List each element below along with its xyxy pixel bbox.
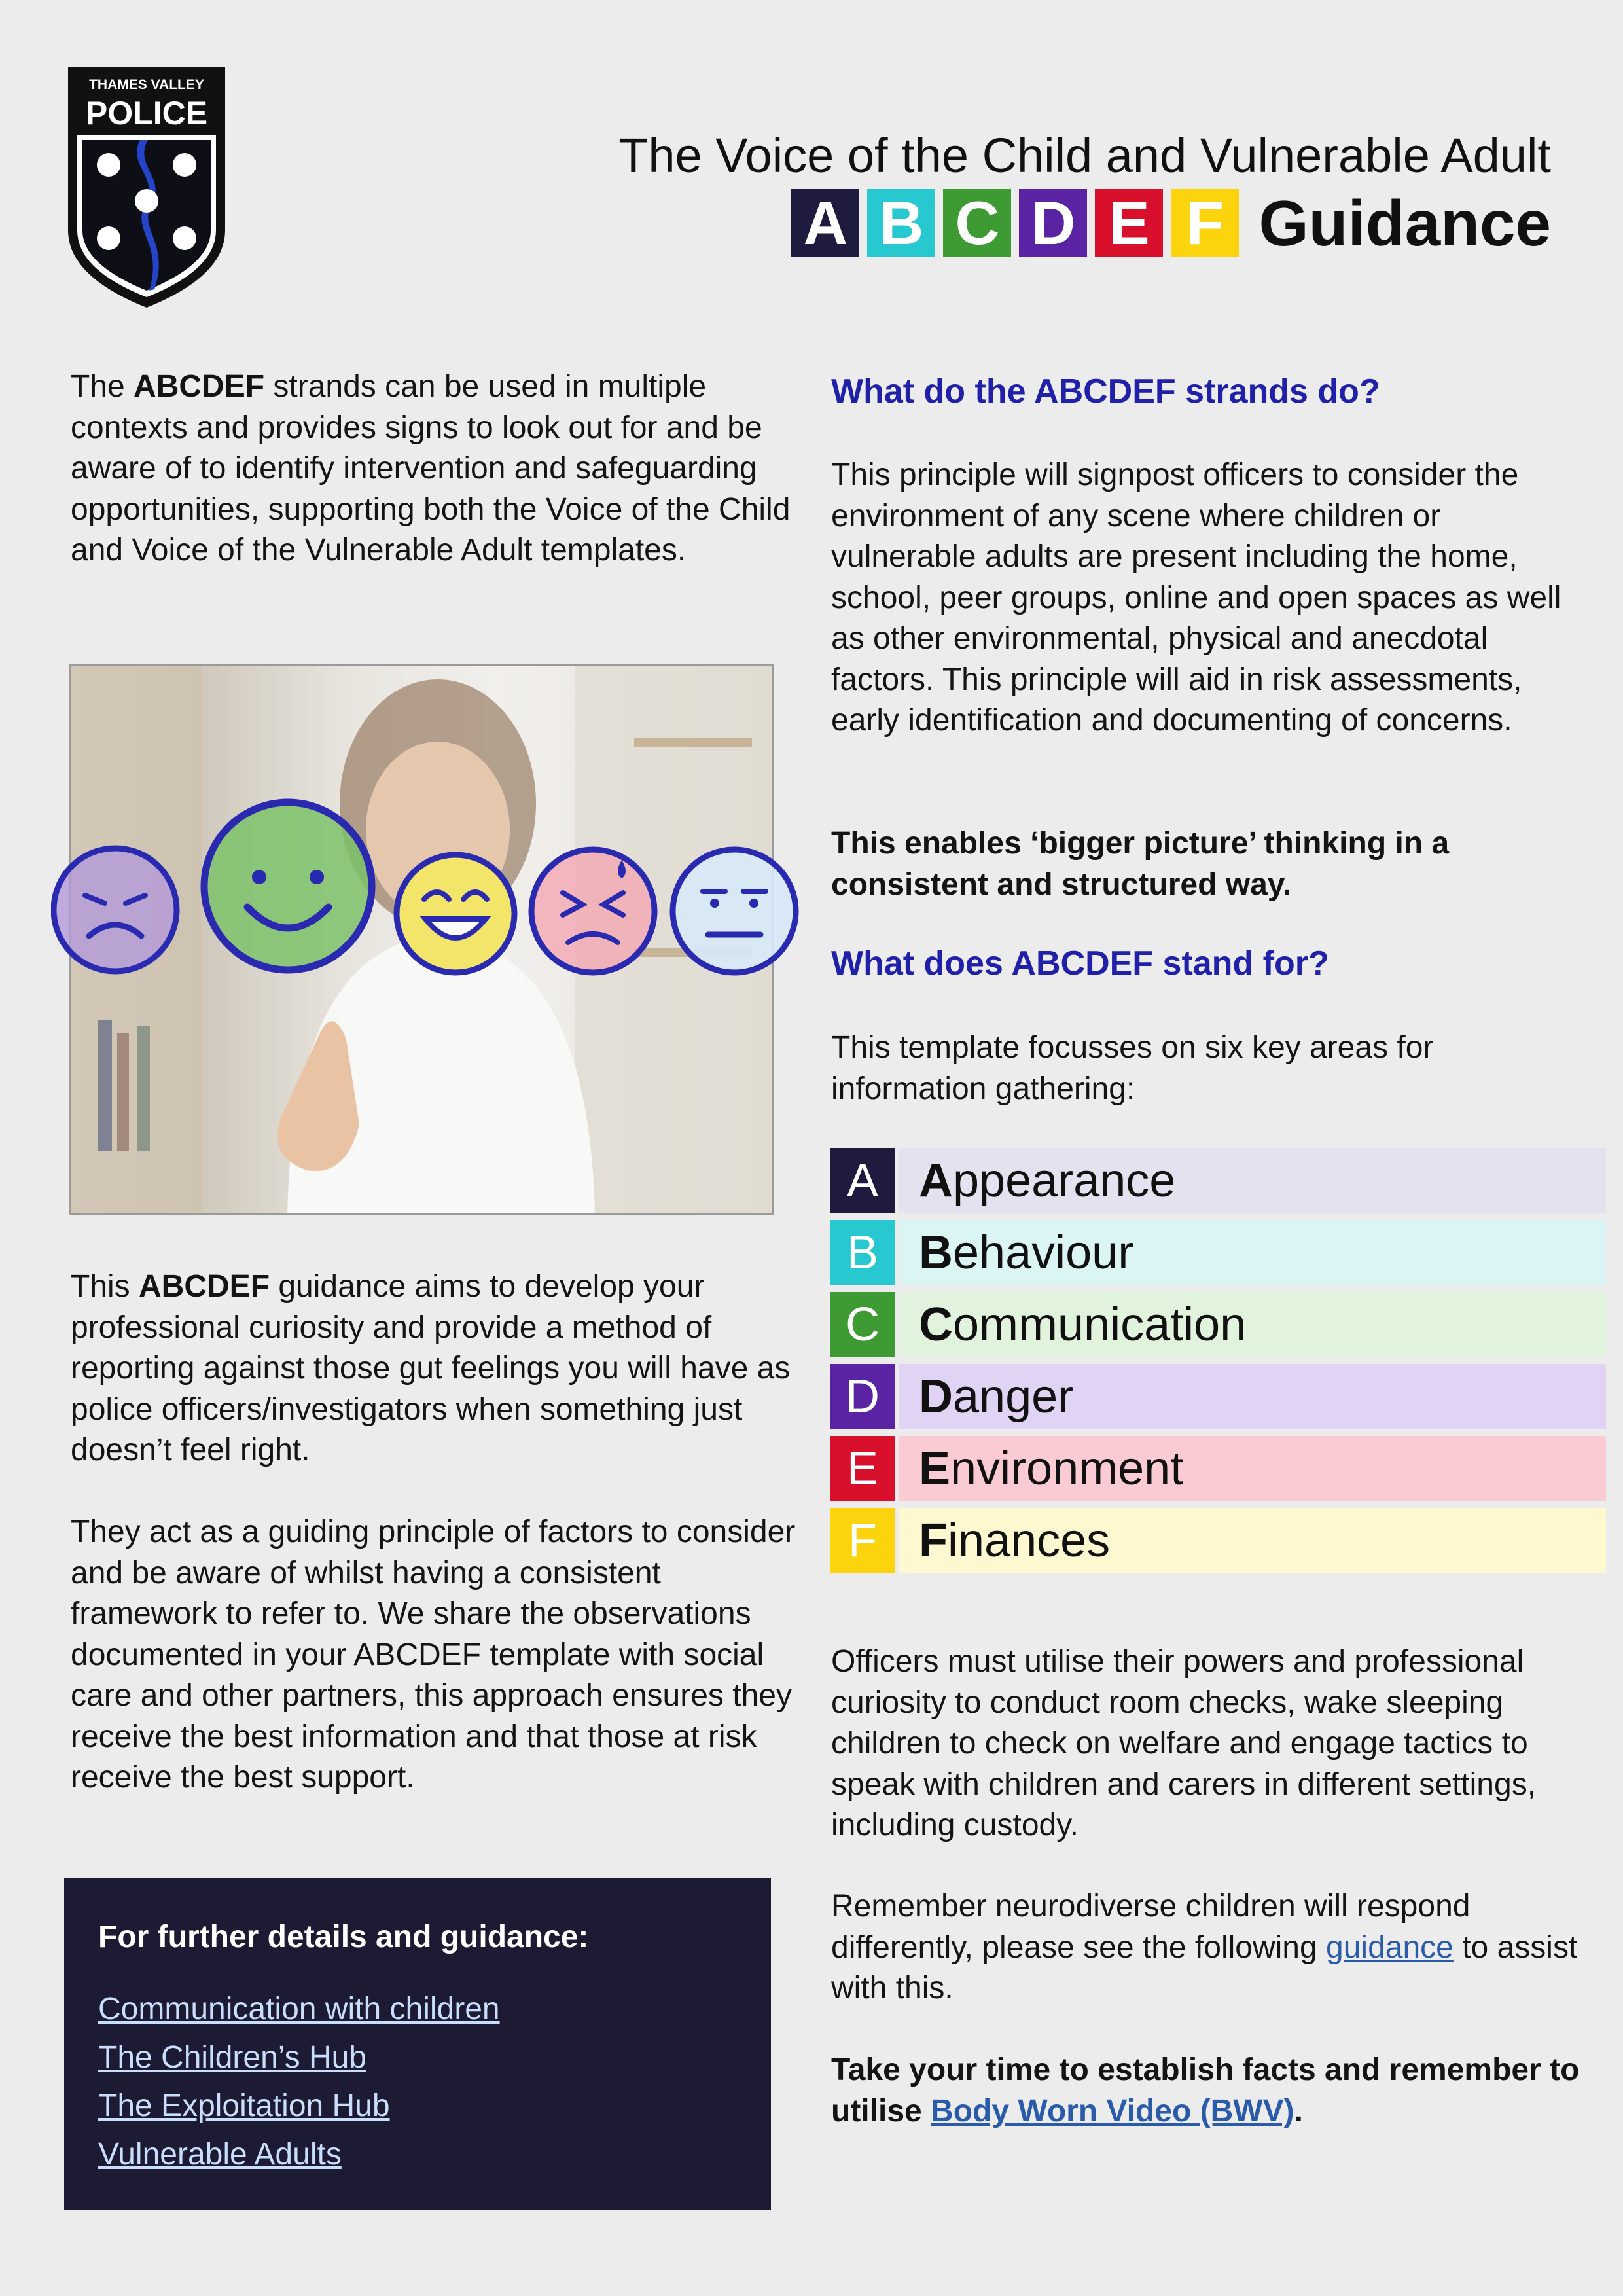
- emotion-faces: [51, 797, 804, 994]
- abcdef-areas-list: [830, 1148, 1606, 1580]
- title-letter-c: C: [943, 189, 1011, 257]
- link-childrens-hub[interactable]: The Children’s Hub: [98, 2040, 366, 2075]
- neutral-face-icon: [673, 850, 796, 973]
- area-word-appearance: A ppearance: [899, 1148, 1606, 1213]
- further-details-links: [98, 1985, 500, 2179]
- guiding-principle-paragraph: They act as a guiding principle of factors to consider and be aware of whilst having a consistent framework to refer to. We share the observations documented in your ABCDEF template with social care and other partners, this approach ensures they receive the best information and that those at risk receive the best support.: [71, 1515, 796, 1795]
- neurodiverse-paragraph: Remember neurodiverse children will respond differently, please see the following guidance to assist with this.: [831, 1889, 1578, 2005]
- area-row-behaviour: [830, 1220, 1606, 1285]
- title-letter-e: E: [1095, 189, 1163, 257]
- area-letter-a: A: [830, 1148, 895, 1213]
- further-details-box: [64, 1878, 771, 2210]
- area-letter-e: E: [830, 1436, 895, 1501]
- smiling-face-icon: [204, 802, 372, 970]
- area-letter-d: D: [830, 1364, 895, 1429]
- guidance-aim-paragraph: This ABCDEF guidance aims to develop your professional curiosity and provide a method of reporting against those gut feelings you will have as police officers/investigators when something just doesn’t feel right.: [71, 1269, 791, 1467]
- title-letter-b: B: [867, 189, 935, 257]
- area-letter-c: C: [830, 1292, 895, 1357]
- title-letter-f: F: [1171, 189, 1239, 257]
- take-time-statement: Take your time to establish facts and remember to utilise Body Worn Video (BWV).: [831, 2053, 1580, 2128]
- strands-paragraph: This principle will signpost officers to consider the environment of any scene where children or vulnerable adults are present including the home, school, peer groups, online and open spaces as well as other environmental, physical and anecdotal factors. This principle will aid in risk assessments, early identification and documenting of concerns.: [831, 457, 1561, 738]
- document-title: The Voice of the Child and Vulnerable Adult: [618, 128, 1551, 183]
- link-vulnerable-adults[interactable]: Vulnerable Adults: [98, 2137, 342, 2172]
- area-row-finances: [830, 1508, 1606, 1573]
- area-word-environment: E nvironment: [899, 1436, 1606, 1501]
- guidance-link[interactable]: guidance: [1326, 1929, 1454, 1965]
- officers-paragraph: Officers must utilise their powers and professional curiosity to conduct room checks, wake sleeping children to check on welfare and engage tactics to speak with children and carers in different settings, including custody.: [831, 1644, 1537, 1842]
- grinning-face-icon: [397, 855, 514, 973]
- bigger-picture-statement: This enables ‘bigger picture’ thinking in a consistent and structured way.: [831, 826, 1450, 902]
- area-letter-b: B: [830, 1220, 895, 1285]
- further-details-heading: For further details and guidance:: [98, 1920, 589, 1954]
- link-communication-with-children[interactable]: Communication with children: [98, 1992, 500, 2026]
- title-letter-d: D: [1019, 189, 1087, 257]
- crying-face-icon: [531, 850, 654, 973]
- stand-for-heading: What does ABCDEF stand for?: [831, 944, 1329, 982]
- body-worn-video-link[interactable]: Body Worn Video (BWV): [931, 2093, 1294, 2128]
- area-row-communication: [830, 1292, 1606, 1357]
- area-word-behaviour: B ehaviour: [899, 1220, 1606, 1285]
- abcdef-title-row: [791, 187, 1551, 259]
- guidance-title-word: Guidance: [1258, 187, 1551, 259]
- area-word-finances: F inances: [899, 1508, 1606, 1573]
- title-letter-a: A: [791, 189, 859, 257]
- police-shield-icon: [68, 67, 225, 308]
- police-logo: [68, 67, 225, 308]
- area-row-danger: [830, 1364, 1606, 1429]
- template-paragraph: This template focusses on six key areas for information gathering:: [831, 1030, 1434, 1106]
- link-exploitation-hub[interactable]: The Exploitation Hub: [98, 2089, 390, 2123]
- intro-paragraph: The ABCDEF strands can be used in multiple contexts and provides signs to look out for and be aware of to identify intervention and safeguarding opportunities, supporting both the Voice of the Child and Voice of the Vulnerable Adult templates.: [71, 369, 791, 567]
- strands-heading: What do the ABCDEF strands do?: [831, 372, 1380, 410]
- area-row-appearance: [830, 1148, 1606, 1213]
- area-word-communication: C ommunication: [899, 1292, 1606, 1357]
- area-word-danger: D anger: [899, 1364, 1606, 1429]
- svg-text:POLICE: POLICE: [85, 95, 208, 132]
- area-row-environment: [830, 1436, 1606, 1501]
- svg-text:THAMES VALLEY: THAMES VALLEY: [89, 77, 204, 92]
- frowning-face-icon: [54, 848, 177, 971]
- area-letter-f: F: [830, 1508, 895, 1573]
